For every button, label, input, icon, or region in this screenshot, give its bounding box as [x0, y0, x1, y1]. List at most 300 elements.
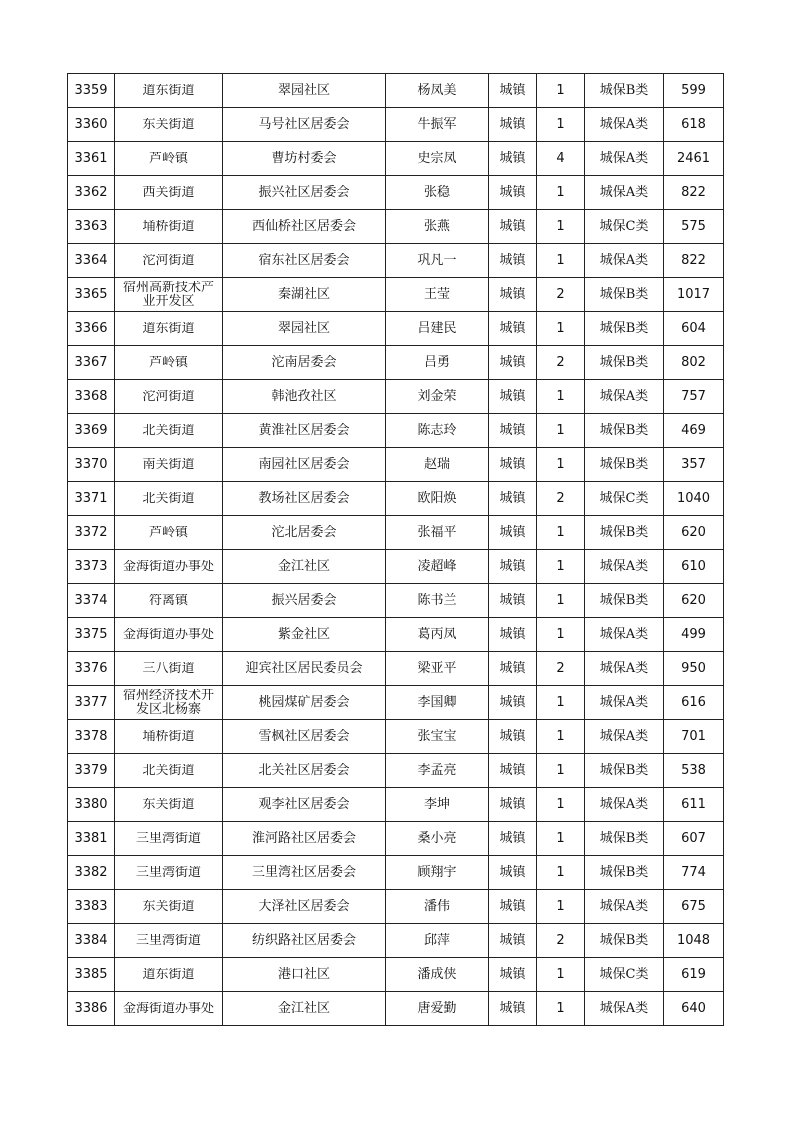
street-cell-text: 道东街道 — [142, 967, 195, 982]
table-row — [68, 210, 724, 244]
street-cell — [115, 822, 223, 856]
table-row — [68, 856, 724, 890]
street-cell — [115, 414, 223, 448]
household-count-cell — [537, 550, 585, 584]
person-name-cell — [386, 754, 489, 788]
person-name-cell-text: 李坤 — [423, 797, 450, 812]
category-cell-text: 城保A类 — [599, 389, 649, 404]
amount-cell — [664, 720, 724, 754]
community-cell — [223, 992, 386, 1026]
serial-number-cell-text: 3366 — [74, 321, 108, 336]
street-cell — [115, 312, 223, 346]
community-cell — [223, 720, 386, 754]
amount-cell — [664, 244, 724, 278]
street-cell-text: 北关街道 — [142, 491, 195, 506]
serial-number-cell-text: 3365 — [74, 287, 108, 302]
person-name-cell — [386, 210, 489, 244]
household-count-cell-text: 1 — [556, 1001, 565, 1016]
category-cell — [585, 176, 664, 210]
amount-cell-text: 675 — [681, 899, 706, 914]
category-cell — [585, 584, 664, 618]
area-type-cell — [489, 244, 537, 278]
amount-cell — [664, 992, 724, 1026]
community-cell-text: 三里湾社区居委会 — [251, 865, 356, 880]
amount-cell-text: 757 — [681, 389, 706, 404]
serial-number-cell-text: 3364 — [74, 253, 108, 268]
category-cell — [585, 992, 664, 1026]
serial-number-cell — [68, 380, 115, 414]
serial-number-cell — [68, 856, 115, 890]
household-count-cell-text: 1 — [556, 389, 565, 404]
person-name-cell — [386, 958, 489, 992]
person-name-cell — [386, 686, 489, 720]
community-cell — [223, 550, 386, 584]
area-type-cell — [489, 584, 537, 618]
category-cell-text: 城保B类 — [599, 355, 649, 370]
household-count-cell-text: 2 — [556, 287, 565, 302]
serial-number-cell — [68, 414, 115, 448]
category-cell — [585, 822, 664, 856]
household-count-cell-text: 1 — [556, 865, 565, 880]
household-count-cell — [537, 346, 585, 380]
household-count-cell — [537, 108, 585, 142]
serial-number-cell-text: 3384 — [74, 933, 108, 948]
area-type-cell — [489, 788, 537, 822]
community-cell — [223, 822, 386, 856]
person-name-cell-text: 巩凡一 — [417, 253, 457, 268]
street-cell-text: 东关街道 — [142, 797, 195, 812]
street-cell-text: 金海街道办事处 — [122, 627, 214, 642]
community-cell-text: 黄淮社区居委会 — [258, 423, 350, 438]
category-cell — [585, 244, 664, 278]
amount-cell-text: 607 — [681, 831, 706, 846]
area-type-cell-text: 城镇 — [499, 967, 526, 982]
person-name-cell — [386, 74, 489, 108]
household-count-cell — [537, 890, 585, 924]
amount-cell-text: 499 — [681, 627, 706, 642]
community-cell — [223, 754, 386, 788]
category-cell-text: 城保A类 — [599, 695, 649, 710]
amount-cell-text: 640 — [681, 1001, 706, 1016]
person-name-cell — [386, 142, 489, 176]
community-cell — [223, 108, 386, 142]
roster-body — [68, 74, 724, 1026]
community-cell-text: 秦湖社区 — [277, 287, 330, 302]
serial-number-cell — [68, 278, 115, 312]
household-count-cell-text: 1 — [556, 83, 565, 98]
person-name-cell-text: 葛丙凤 — [417, 627, 457, 642]
amount-cell-text: 950 — [681, 661, 706, 676]
household-count-cell — [537, 448, 585, 482]
community-cell-text: 宿东社区居委会 — [258, 253, 350, 268]
street-cell-text: 道东街道 — [142, 83, 195, 98]
person-name-cell-text: 王莹 — [423, 287, 450, 302]
serial-number-cell-text: 3361 — [74, 151, 108, 166]
area-type-cell-text: 城镇 — [499, 831, 526, 846]
community-cell — [223, 618, 386, 652]
serial-number-cell-text: 3374 — [74, 593, 108, 608]
community-cell — [223, 210, 386, 244]
category-cell-text: 城保B类 — [599, 321, 649, 336]
area-type-cell — [489, 890, 537, 924]
category-cell-text: 城保A类 — [599, 185, 649, 200]
street-cell-text: 东关街道 — [142, 899, 195, 914]
area-type-cell-text: 城镇 — [499, 117, 526, 132]
household-count-cell-text: 1 — [556, 593, 565, 608]
street-cell — [115, 686, 223, 720]
person-name-cell-text: 桑小亮 — [417, 831, 457, 846]
street-cell — [115, 618, 223, 652]
community-cell — [223, 244, 386, 278]
area-type-cell — [489, 142, 537, 176]
category-cell-text: 城保A类 — [599, 627, 649, 642]
street-cell-text: 沱河街道 — [142, 253, 195, 268]
serial-number-cell-text: 3370 — [74, 457, 108, 472]
person-name-cell — [386, 482, 489, 516]
category-cell — [585, 550, 664, 584]
area-type-cell-text: 城镇 — [499, 525, 526, 540]
street-cell-text: 三里湾街道 — [135, 933, 201, 948]
area-type-cell-text: 城镇 — [499, 593, 526, 608]
person-name-cell — [386, 516, 489, 550]
household-count-cell-text: 2 — [556, 933, 565, 948]
person-name-cell — [386, 720, 489, 754]
community-cell-text: 淮河路社区居委会 — [251, 831, 356, 846]
street-cell — [115, 550, 223, 584]
community-cell-text: 北关社区居委会 — [258, 763, 350, 778]
household-count-cell-text: 2 — [556, 491, 565, 506]
amount-cell-text: 1017 — [676, 287, 711, 302]
household-count-cell-text: 4 — [556, 151, 565, 166]
person-name-cell — [386, 346, 489, 380]
area-type-cell — [489, 924, 537, 958]
household-count-cell — [537, 414, 585, 448]
household-count-cell — [537, 74, 585, 108]
community-cell-text: 紫金社区 — [277, 627, 330, 642]
person-name-cell — [386, 244, 489, 278]
area-type-cell — [489, 856, 537, 890]
household-count-cell — [537, 516, 585, 550]
street-cell — [115, 108, 223, 142]
street-cell-text: 三里湾街道 — [135, 831, 201, 846]
category-cell — [585, 618, 664, 652]
street-cell-text: 三八街道 — [142, 661, 195, 676]
area-type-cell-text: 城镇 — [499, 389, 526, 404]
household-count-cell-text: 1 — [556, 831, 565, 846]
area-type-cell — [489, 210, 537, 244]
community-cell — [223, 278, 386, 312]
table-row — [68, 380, 724, 414]
community-cell — [223, 380, 386, 414]
category-cell-text: 城保A类 — [599, 797, 649, 812]
person-name-cell-text: 欧阳焕 — [417, 491, 457, 506]
street-cell — [115, 992, 223, 1026]
amount-cell — [664, 448, 724, 482]
serial-number-cell — [68, 958, 115, 992]
area-type-cell — [489, 176, 537, 210]
street-cell-text: 宿州经济技术开发区北杨寨 — [122, 688, 214, 717]
community-cell — [223, 924, 386, 958]
person-name-cell-text: 史宗凤 — [417, 151, 457, 166]
person-name-cell-text: 杨凤美 — [417, 83, 457, 98]
category-cell — [585, 380, 664, 414]
person-name-cell-text: 刘金荣 — [417, 389, 457, 404]
serial-number-cell — [68, 584, 115, 618]
street-cell — [115, 584, 223, 618]
community-cell-text: 纺织路社区居委会 — [251, 933, 356, 948]
serial-number-cell — [68, 176, 115, 210]
serial-number-cell — [68, 992, 115, 1026]
person-name-cell — [386, 822, 489, 856]
street-cell — [115, 142, 223, 176]
category-cell-text: 城保B类 — [599, 457, 649, 472]
table-row — [68, 142, 724, 176]
category-cell-text: 城保A类 — [599, 559, 649, 574]
area-type-cell — [489, 414, 537, 448]
household-count-cell-text: 1 — [556, 695, 565, 710]
person-name-cell-text: 吕建民 — [417, 321, 457, 336]
amount-cell-text: 701 — [681, 729, 706, 744]
amount-cell — [664, 958, 724, 992]
person-name-cell-text: 凌超峰 — [417, 559, 457, 574]
amount-cell — [664, 890, 724, 924]
household-count-cell — [537, 686, 585, 720]
street-cell-text: 北关街道 — [142, 423, 195, 438]
household-count-cell-text: 1 — [556, 763, 565, 778]
area-type-cell — [489, 448, 537, 482]
community-cell-text: 马号社区居委会 — [258, 117, 350, 132]
table-row — [68, 176, 724, 210]
area-type-cell — [489, 482, 537, 516]
person-name-cell — [386, 890, 489, 924]
amount-cell — [664, 312, 724, 346]
household-count-cell — [537, 278, 585, 312]
serial-number-cell — [68, 924, 115, 958]
amount-cell-text: 1040 — [676, 491, 711, 506]
community-cell — [223, 584, 386, 618]
household-count-cell — [537, 822, 585, 856]
amount-cell-text: 357 — [681, 457, 706, 472]
serial-number-cell — [68, 346, 115, 380]
table-row — [68, 482, 724, 516]
street-cell — [115, 448, 223, 482]
community-cell-text: 观李社区居委会 — [258, 797, 350, 812]
table-row — [68, 108, 724, 142]
serial-number-cell — [68, 890, 115, 924]
community-cell-text: 翠园社区 — [277, 321, 330, 336]
area-type-cell — [489, 278, 537, 312]
serial-number-cell — [68, 822, 115, 856]
street-cell-text: 南关街道 — [142, 457, 195, 472]
street-cell — [115, 754, 223, 788]
community-cell-text: 桃园煤矿居委会 — [258, 695, 350, 710]
amount-cell-text: 620 — [681, 593, 706, 608]
amount-cell — [664, 210, 724, 244]
serial-number-cell-text: 3386 — [74, 1001, 108, 1016]
amount-cell — [664, 686, 724, 720]
street-cell-text: 东关街道 — [142, 117, 195, 132]
table-row — [68, 924, 724, 958]
person-name-cell — [386, 618, 489, 652]
community-cell — [223, 686, 386, 720]
serial-number-cell-text: 3378 — [74, 729, 108, 744]
category-cell-text: 城保A类 — [599, 661, 649, 676]
table-row — [68, 516, 724, 550]
category-cell-text: 城保A类 — [599, 729, 649, 744]
amount-cell — [664, 788, 724, 822]
area-type-cell — [489, 822, 537, 856]
area-type-cell-text: 城镇 — [499, 797, 526, 812]
street-cell — [115, 720, 223, 754]
community-cell — [223, 958, 386, 992]
area-type-cell-text: 城镇 — [499, 1001, 526, 1016]
person-name-cell — [386, 176, 489, 210]
amount-cell — [664, 346, 724, 380]
category-cell — [585, 108, 664, 142]
area-type-cell-text: 城镇 — [499, 627, 526, 642]
subsidy-roster-table — [67, 73, 724, 1026]
person-name-cell-text: 张福平 — [417, 525, 457, 540]
household-count-cell — [537, 584, 585, 618]
community-cell — [223, 346, 386, 380]
community-cell — [223, 788, 386, 822]
street-cell — [115, 244, 223, 278]
serial-number-cell — [68, 108, 115, 142]
category-cell-text: 城保A类 — [599, 151, 649, 166]
community-cell-text: 振兴社区居委会 — [258, 185, 350, 200]
street-cell-text: 道东街道 — [142, 321, 195, 336]
serial-number-cell — [68, 754, 115, 788]
category-cell-text: 城保B类 — [599, 763, 649, 778]
community-cell-text: 曹坊村委会 — [271, 151, 337, 166]
person-name-cell — [386, 380, 489, 414]
category-cell — [585, 720, 664, 754]
community-cell — [223, 312, 386, 346]
person-name-cell — [386, 414, 489, 448]
amount-cell — [664, 618, 724, 652]
street-cell-text: 埇桥街道 — [142, 729, 195, 744]
table-row — [68, 686, 724, 720]
area-type-cell-text: 城镇 — [499, 729, 526, 744]
street-cell — [115, 176, 223, 210]
table-row — [68, 244, 724, 278]
household-count-cell — [537, 142, 585, 176]
community-cell-text: 雪枫社区居委会 — [258, 729, 350, 744]
amount-cell-text: 616 — [681, 695, 706, 710]
category-cell-text: 城保B类 — [599, 287, 649, 302]
household-count-cell — [537, 992, 585, 1026]
amount-cell-text: 1048 — [676, 933, 711, 948]
street-cell-text: 芦岭镇 — [148, 151, 188, 166]
amount-cell — [664, 380, 724, 414]
street-cell-text: 金海街道办事处 — [122, 1001, 214, 1016]
serial-number-cell-text: 3383 — [74, 899, 108, 914]
street-cell-text: 金海街道办事处 — [122, 559, 214, 574]
person-name-cell — [386, 856, 489, 890]
person-name-cell-text: 唐爱勤 — [417, 1001, 457, 1016]
street-cell — [115, 346, 223, 380]
area-type-cell — [489, 108, 537, 142]
street-cell — [115, 278, 223, 312]
area-type-cell-text: 城镇 — [499, 763, 526, 778]
category-cell — [585, 74, 664, 108]
category-cell — [585, 346, 664, 380]
category-cell — [585, 142, 664, 176]
table-row — [68, 278, 724, 312]
serial-number-cell-text: 3380 — [74, 797, 108, 812]
amount-cell-text: 604 — [681, 321, 706, 336]
category-cell-text: 城保C类 — [599, 967, 649, 982]
person-name-cell-text: 潘成侠 — [417, 967, 457, 982]
category-cell-text: 城保B类 — [599, 423, 649, 438]
street-cell-text: 宿州高新技术产业开发区 — [122, 280, 214, 309]
amount-cell-text: 469 — [681, 423, 706, 438]
table-row — [68, 890, 724, 924]
area-type-cell-text: 城镇 — [499, 661, 526, 676]
category-cell — [585, 686, 664, 720]
amount-cell — [664, 74, 724, 108]
person-name-cell-text: 张宝宝 — [417, 729, 457, 744]
area-type-cell — [489, 346, 537, 380]
serial-number-cell — [68, 516, 115, 550]
category-cell — [585, 210, 664, 244]
community-cell-text: 港口社区 — [277, 967, 330, 982]
serial-number-cell — [68, 788, 115, 822]
community-cell-text: 教场社区居委会 — [258, 491, 350, 506]
table-row — [68, 312, 724, 346]
area-type-cell-text: 城镇 — [499, 933, 526, 948]
community-cell — [223, 74, 386, 108]
serial-number-cell-text: 3372 — [74, 525, 108, 540]
community-cell-text: 西仙桥社区居委会 — [251, 219, 356, 234]
street-cell-text: 三里湾街道 — [135, 865, 201, 880]
amount-cell-text: 620 — [681, 525, 706, 540]
area-type-cell — [489, 312, 537, 346]
area-type-cell-text: 城镇 — [499, 253, 526, 268]
household-count-cell — [537, 720, 585, 754]
household-count-cell — [537, 176, 585, 210]
area-type-cell — [489, 720, 537, 754]
community-cell — [223, 176, 386, 210]
amount-cell-text: 611 — [681, 797, 706, 812]
amount-cell — [664, 652, 724, 686]
table-row — [68, 958, 724, 992]
serial-number-cell-text: 3376 — [74, 661, 108, 676]
community-cell-text: 沱南居委会 — [271, 355, 337, 370]
household-count-cell — [537, 788, 585, 822]
serial-number-cell — [68, 448, 115, 482]
community-cell — [223, 482, 386, 516]
street-cell — [115, 482, 223, 516]
serial-number-cell-text: 3377 — [74, 695, 108, 710]
amount-cell — [664, 414, 724, 448]
person-name-cell-text: 梁亚平 — [417, 661, 457, 676]
community-cell-text: 南园社区居委会 — [258, 457, 350, 472]
street-cell-text: 芦岭镇 — [148, 525, 188, 540]
serial-number-cell — [68, 618, 115, 652]
table-row — [68, 584, 724, 618]
area-type-cell-text: 城镇 — [499, 423, 526, 438]
serial-number-cell — [68, 720, 115, 754]
serial-number-cell — [68, 74, 115, 108]
person-name-cell — [386, 550, 489, 584]
amount-cell-text: 599 — [681, 83, 706, 98]
category-cell — [585, 924, 664, 958]
amount-cell-text: 802 — [681, 355, 706, 370]
category-cell-text: 城保B类 — [599, 831, 649, 846]
street-cell — [115, 652, 223, 686]
street-cell-text: 埇桥街道 — [142, 219, 195, 234]
